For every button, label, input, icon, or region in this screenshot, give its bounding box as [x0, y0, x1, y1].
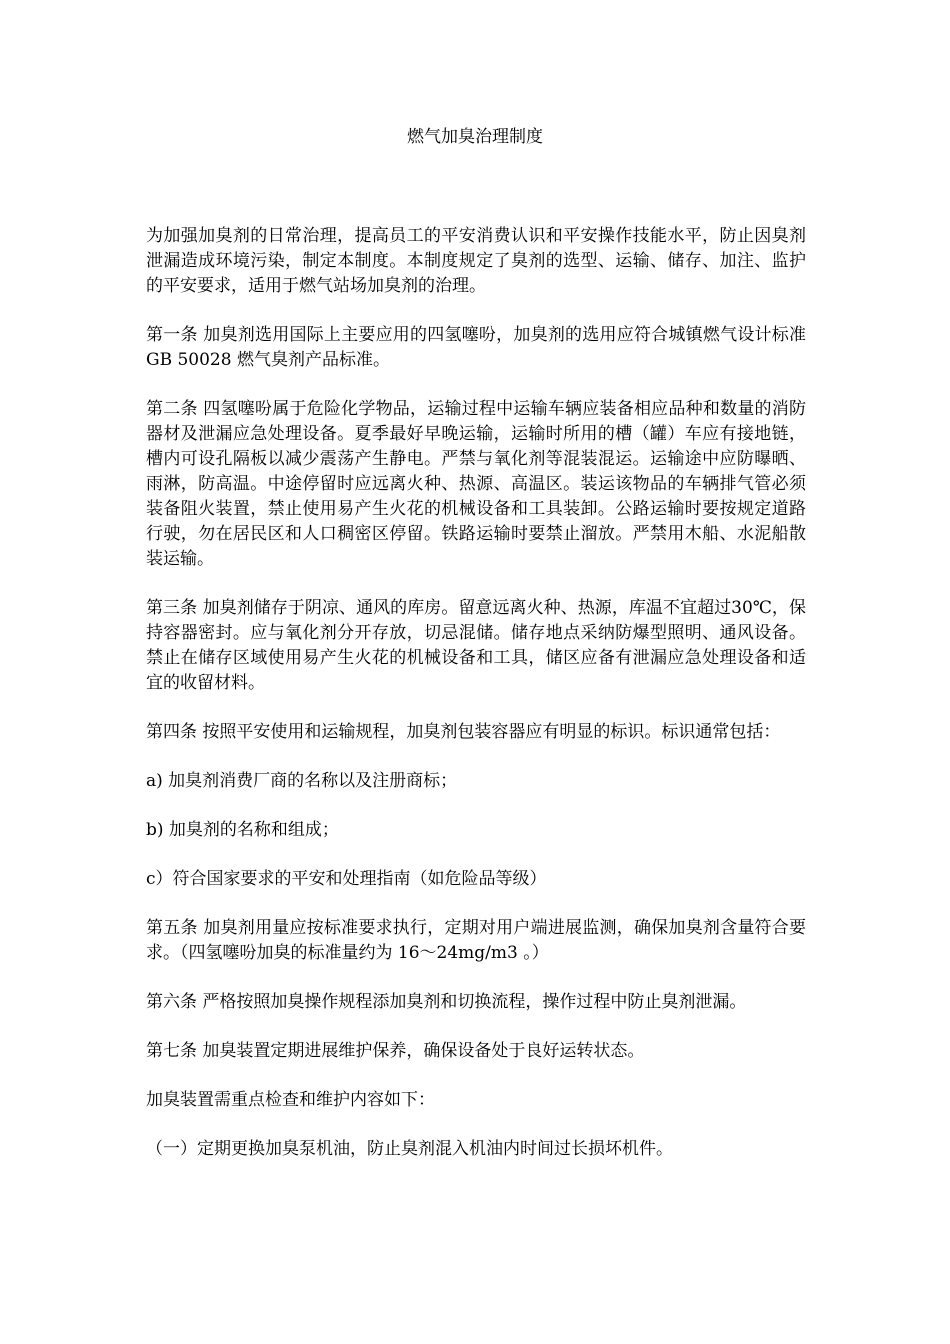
list-item-b: b) 加臭剂的名称和组成； [146, 820, 339, 840]
paragraph-article-2: 第二条 四氢噻吩属于危险化学物品，运输过程中运输车辆应装备相应品种和数量的消防器材及泄漏应急处理设备。夏季最好早晚运输，运输时所用的槽（罐）车应有接地链，槽内可设孔隔板以减少震荡产生静电。严禁与氧化剂等混装混运。运输途中应防曝晒、雨淋，防高温。中途停留时应远离火种、热源、高温区。装运该物品的车辆排气管必须装备阻火装置，禁止使用易产生火花的机械设备和工具装卸。公路运输时要按规定道路行驶，勿在居民区和人口稠密区停留。铁路运输时要禁止溜放。严禁用木船、水泥船散装运输。 [146, 399, 806, 569]
paragraph-article-4: 第四条 按照平安使用和运输规程，加臭剂包装容器应有明显的标识。标识通常包括： [146, 722, 781, 742]
paragraph-article-7: 第七条 加臭装置定期进展维护保养，确保设备处于良好运转状态。 [146, 1041, 645, 1061]
paragraph-intro: 为加强加臭剂的日常治理，提高员工的平安消费认识和平安操作技能水平，防止因臭剂泄漏造成环境污染，制定本制度。本制度规定了臭剂的选型、运输、储存、加注、监护的平安要求，适用于燃气站场加臭剂的治理。 [146, 226, 806, 296]
document-body [146, 224, 806, 1186]
list-item-a: a) 加臭剂消费厂商的名称以及注册商标； [146, 771, 458, 791]
paragraph-article-5: 第五条 加臭剂用量应按标准要求执行，定期对用户端进展监测，确保加臭剂含量符合要求。（四氢噻吩加臭的标准量约为 16～24mg/m3 。） [146, 918, 806, 963]
paragraph-article-3: 第三条 加臭剂储存于阴凉、通风的库房。留意远离火种、热源，库温不宜超过30℃，保持容器密封。应与氧化剂分开存放，切忌混储。储存地点采纳防爆型照明、通风设备。禁止在储存区域使用易产生火花的机械设备和工具，储区应备有泄漏应急处理设备和适宜的收留材料。 [146, 598, 806, 693]
document-title: 燃气加臭治理制度 [407, 127, 543, 147]
paragraph-maintenance-intro: 加臭装置需重点检查和维护内容如下： [146, 1090, 435, 1110]
paragraph-article-6: 第六条 严格按照加臭操作规程添加臭剂和切换流程，操作过程中防止臭剂泄漏。 [146, 992, 747, 1012]
paragraph-article-1: 第一条 加臭剂选用国际上主要应用的四氢噻吩，加臭剂的选用应符合城镇燃气设计标准 GB 50028 燃气臭剂产品标准。 [146, 325, 806, 370]
paragraph-maintenance-item-1: （一）定期更换加臭泵机油，防止臭剂混入机油内时间过长损坏机件。 [146, 1139, 673, 1159]
list-item-c: c）符合国家要求的平安和处理指南（如危险品等级） [146, 869, 547, 889]
